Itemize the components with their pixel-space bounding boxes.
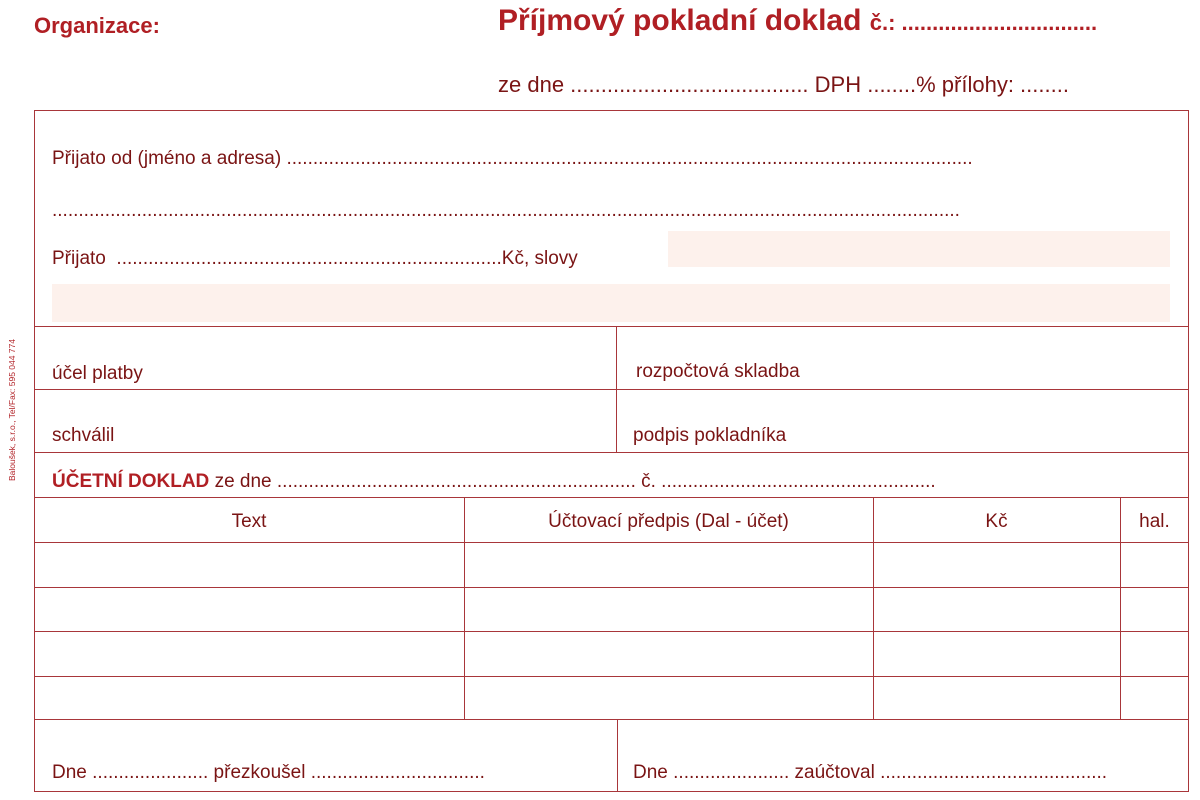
budget-field[interactable]: rozpočtová skladba [636,361,800,382]
table-bottom [34,719,1189,720]
table-row[interactable] [35,632,1188,675]
organization-label: Organizace: [34,13,160,38]
table-row[interactable] [35,677,1188,718]
accounting-line[interactable] [52,471,936,493]
date-vat-attachments-line[interactable]: ze dne ....................................... DPH ........% přílohy: ........ [498,72,1069,97]
cashier-signature-field[interactable]: podpis pokladníka [633,425,787,446]
accounting-date-number: ze dne .................................................................... č. .................................................... [214,471,936,492]
column-header-hal: hal. [1139,511,1170,532]
amount-line[interactable] [52,248,578,270]
table-row[interactable] [35,543,1188,586]
received-from-line[interactable] [52,148,973,170]
divider [617,719,618,792]
column-header-czk: Kč [985,511,1008,532]
approved-field[interactable]: schválil [52,425,115,446]
title-text: Příjmový pokladní doklad [498,4,862,37]
purpose-field[interactable]: účel platby [52,363,143,384]
footer-posted-line[interactable]: Dne ...................... zaúčtoval ........................................... [633,762,1108,783]
divider [34,326,1189,327]
amount-dots: ......................................................................... [116,248,502,269]
column-header-posting: Účtovací předpis (Dal - účet) [548,511,789,532]
divider [34,389,1189,390]
table-row[interactable] [35,588,1188,630]
table-top [34,497,1189,498]
amount-currency-label: Kč, slovy [501,248,578,269]
received-from-label: Přijato od (jméno a adresa) [52,148,282,169]
divider [34,452,1189,453]
amount-in-words-field-2[interactable] [52,284,1170,322]
printer-imprint: Baloušek, s.r.o., Tel/Fax: 595 044 774 [7,338,17,482]
footer-reviewed-line[interactable]: Dne ...................... přezkoušel ................................. [52,762,485,783]
title-number-field[interactable]: č.: ................................ [869,10,1098,35]
document-title [498,4,1097,38]
received-from-second-line[interactable]: ............................................................................................................................................................................ [52,200,960,221]
column-header-text: Text [231,511,267,532]
amount-label: Přijato [52,248,106,269]
accounting-heading: ÚČETNÍ DOKLAD [52,471,210,492]
amount-in-words-field[interactable] [668,231,1170,267]
received-from-dots: .................................................................................................................................. [286,148,973,169]
